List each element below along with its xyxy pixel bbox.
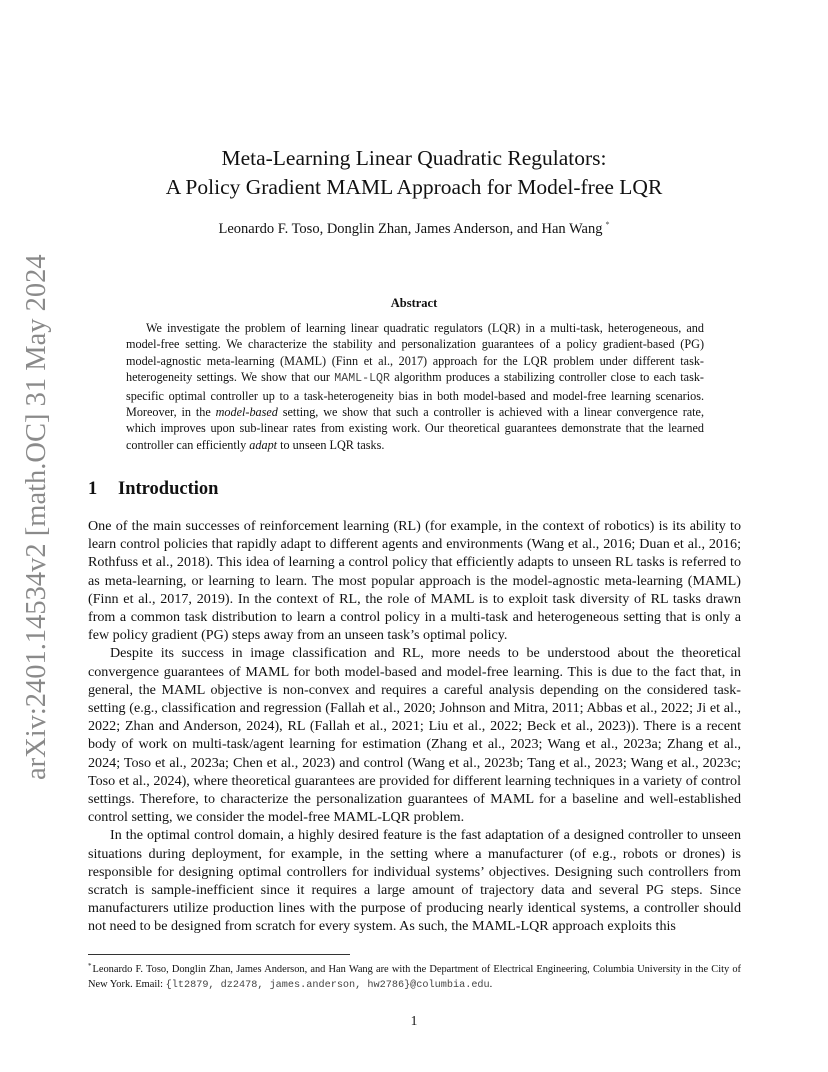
author-footnote-mark: * — [605, 220, 610, 229]
page-number: 1 — [410, 1013, 418, 1028]
section-number: 1 — [88, 479, 98, 499]
abstract-text: We investigate the problem of learning linear quadratic regulators (LQR) in a multi-task, heterogeneous, and model-free setting. We characterize the stability and personalization guarantees of a policy gradient-based (PG) model-agnostic meta-learning (MAML) (Finn et al., 2017) approach for the LQR problem under different task-heterogeneity settings. We show that our — [126, 321, 704, 385]
author-list — [0, 220, 828, 238]
footnote-email: {lt2879, dz2478, james.anderson, hw2786}@columbia.edu — [165, 979, 490, 991]
section-title: Introduction — [118, 479, 219, 499]
emphasis-model-based: model-based — [215, 405, 278, 420]
algorithm-name: MAML-LQR — [334, 372, 390, 386]
abstract-text: setting, we show that such a controller is achieved with a linear convergence rate, which improves upon sub-linear rates from existing work. Our theoretical guarantees demonstrate that the learned controller can efficiently — [126, 405, 705, 452]
abstract-text: algorithm produces a stabilizing controller close to each task-specific optimal controller up to a task-heterogeneity bias in both model-based and model-free learning scenarios. Moreover, in the — [126, 370, 704, 420]
body-paragraph-2: Despite its success in image classification and RL, more needs to be understood about the theoretical convergence guarantees of MAML for both model-based and model-free learning. This is due to the fact that, in general, the MAML objective is non-convex and requires a careful analysis depending on the considered task-setting (e.g., classification and regression (Fallah et al., 2020; Johnson and Mitra, 2011; Abbas et al., 2022; Ji et al., 2022; Zhan and Anderson, 2024), RL (Fallah et al., 2021; Liu et al., 2022; Beck et al., 2023)). There is a recent body of work on multi-task/agent learning for estimation (Zhang et al., 2023; Wang et al., 2023a; Zhang et al., 2024; Toso et al., 2023a; Chen et al., 2023) and control (Wang et al., 2023b; Tang et al., 2023; Wang et al., 2023c; Toso et al., 2024), where theoretical guarantees are provided for different learning techniques in a variety of control settings. Therefore, to characterize the personalization guarantees of MAML for a baseline and well-established control setting, we consider the model-free MAML-LQR problem. — [88, 645, 741, 826]
paper-title — [0, 144, 828, 202]
emphasis-adapt: adapt — [249, 437, 278, 452]
abstract-heading: Abstract — [390, 296, 438, 310]
body-paragraph-1: One of the main successes of reinforcement learning (RL) (for example, in the context of robotics) is its ability to learn control policies that rapidly adapt to different agents and environments (Wang et al., 2016; Duan et al., 2016; Rothfuss et al., 2018). This idea of learning a control policy that efficiently adapts to unseen RL tasks is referred to as meta-learning, or learning to learn. The most popular approach is the model-agnostic meta-learning (MAML) (Finn et al., 2017, 2019). In the context of RL, the role of MAML is to exploit task diversity of RL tasks drawn from a common task distribution to learn a control policy in a multi-task and heterogeneous setting that is only a few policy gradient (PG) steps away from an unseen task’s optimal policy. — [88, 518, 741, 644]
footnote-divider — [88, 954, 350, 955]
body-paragraph-3: In the optimal control domain, a highly desired feature is the fast adaptation of a designed controller to unseen situations during deployment, for example, in the setting where a manufacturer (of e.g., robots or drones) is responsible for designing optimal controllers for individual systems’ objectives. Designing such controllers from scratch is sample-inefficient since it requires a large amount of trajectory data and several PG steps. Since manufacturers utilize production lines with the purpose of producing nearly identical systems, a controller should not need to be designed from scratch for every system. As such, the MAML-LQR approach exploits this — [88, 827, 741, 935]
arxiv-identifier-stamp: arXiv:2401.14534v2 [math.OC] 31 May 2024 — [21, 254, 52, 780]
title-line-1: Meta-Learning Linear Quadratic Regulators: — [221, 146, 607, 170]
abstract-paragraph — [126, 320, 704, 453]
footnote-end: . — [489, 978, 493, 990]
author-affiliation-footnote — [88, 959, 741, 993]
abstract-body — [126, 320, 704, 453]
author-names: Leonardo F. Toso, Donglin Zhan, James Anderson, and Han Wang — [218, 221, 603, 237]
title-line-2: A Policy Gradient MAML Approach for Model-free LQR — [165, 175, 663, 199]
footnote-mark: * — [88, 962, 92, 970]
introduction-body — [88, 517, 741, 936]
abstract-text: to unseen LQR tasks. — [277, 437, 385, 452]
section-heading — [88, 479, 218, 500]
footnote-text: Leonardo F. Toso, Donglin Zhan, James Anderson, and Han Wang are with the Department of Electrical Engineering, Columbia University in the City of New York. Email: — [88, 964, 741, 990]
